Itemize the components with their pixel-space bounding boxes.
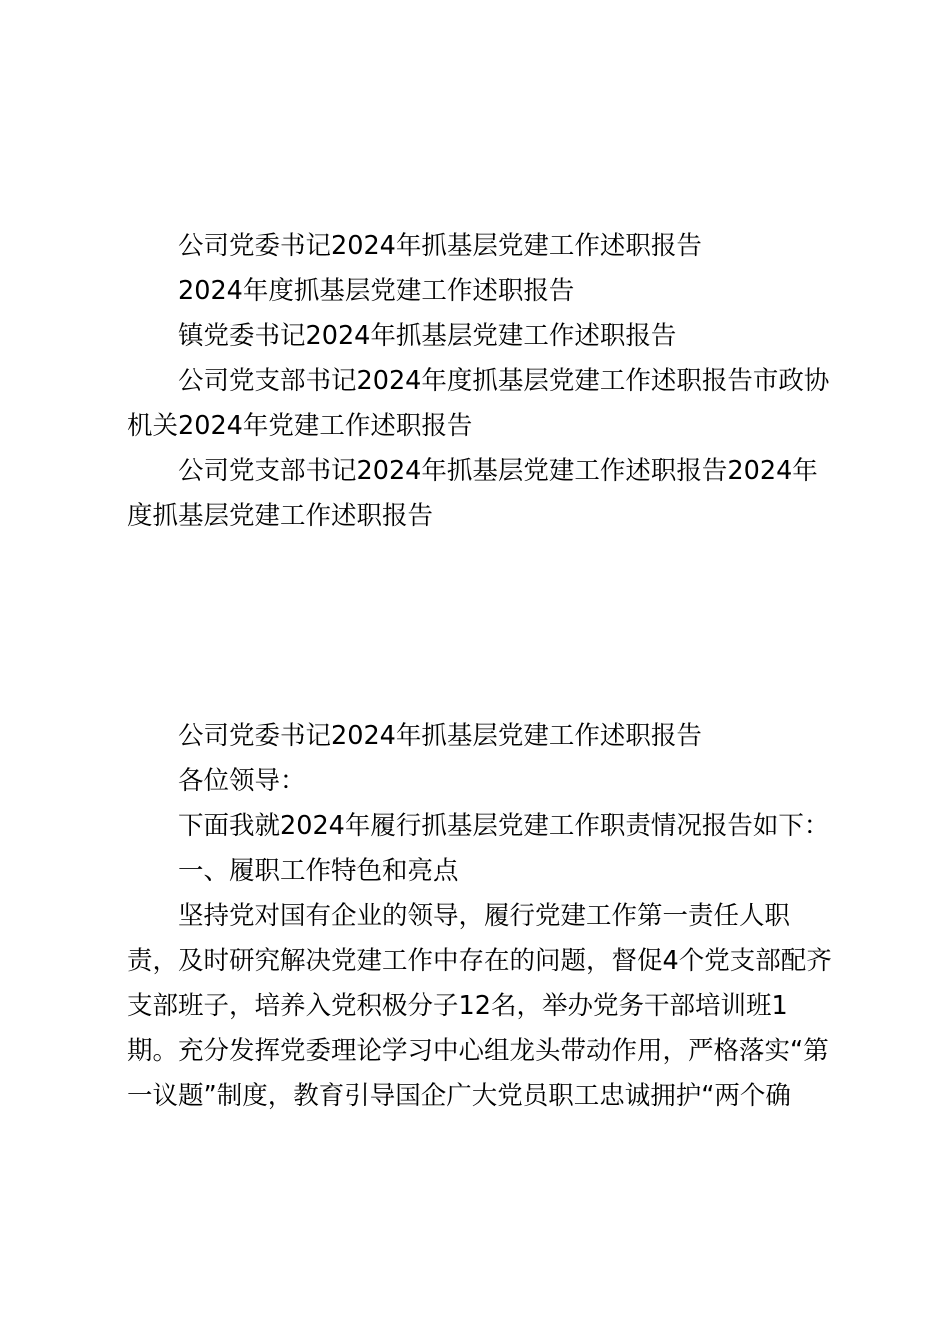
table-of-contents	[127, 224, 837, 539]
intro-paragraph: 下面我就2024年履行抓基层党建工作职责情况报告如下：	[178, 811, 830, 841]
report-title: 公司党委书记2024年抓基层党建工作述职报告	[178, 721, 702, 751]
toc-item: 2024年度抓基层党建工作述职报告	[178, 276, 575, 306]
salutation: 各位领导：	[178, 766, 306, 796]
body-paragraph: 坚持党对国有企业的领导，履行党建工作第一责任人职责，及时研究解决党建工作中存在的问题，督促4个党支部配齐支部班子，培养入党积极分子12名，举办党务干部培训班1期。充分发挥党委理论学习中心组龙头带动作用，严格落实“第一议题”制度，教育引导国企广大党员职工忠诚拥护“两个确	[127, 901, 832, 1111]
toc-item: 公司党支部书记2024年抓基层党建工作述职报告2024年度抓基层党建工作述职报告	[127, 456, 818, 531]
toc-item: 公司党委书记2024年抓基层党建工作述职报告	[178, 231, 702, 261]
toc-item: 镇党委书记2024年抓基层党建工作述职报告	[178, 321, 677, 351]
report-body	[127, 714, 837, 1119]
toc-item: 公司党支部书记2024年度抓基层党建工作述职报告市政协机关2024年党建工作述职报告	[127, 366, 830, 441]
section-heading: 一、履职工作特色和亮点	[178, 856, 459, 886]
